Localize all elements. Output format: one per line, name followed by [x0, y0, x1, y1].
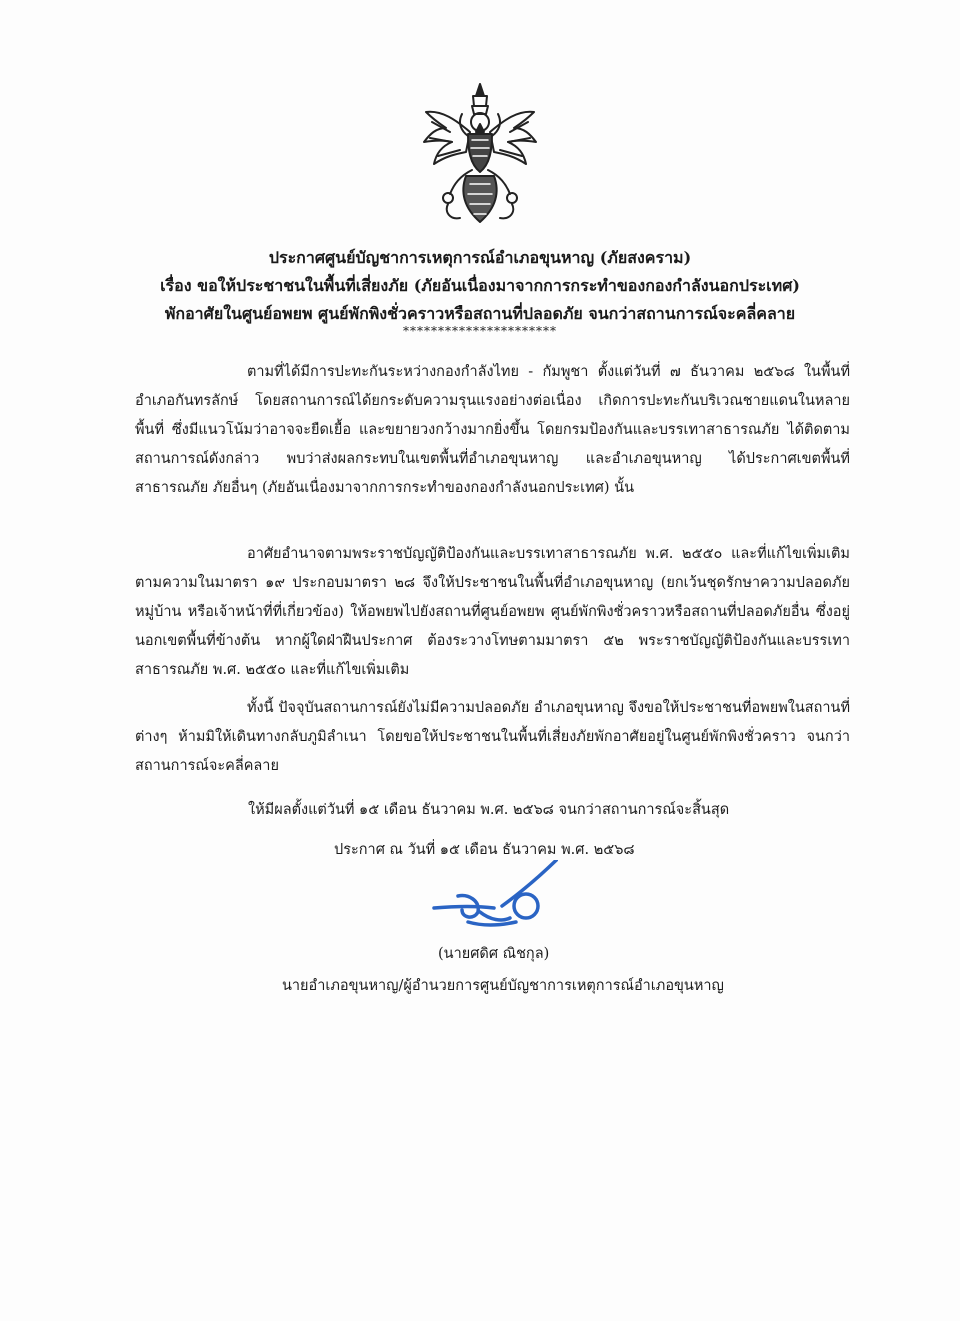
garuda-emblem — [420, 80, 540, 230]
body-paragraph-1: ตามที่ได้มีการปะทะกันระหว่างกองกำลังไทย - กัมพูชา ตั้งแต่วันที่ ๗ ธันวาคม ๒๕๖๘ ในพื้นที่อำเภอกันทรลักษ์ โดยสถานการณ์ได้ยกระดับความรุนแรงอย่างต่อเนื่อง เกิดการปะทะกันบริเวณชายแดนในหลายพื้นที่ ซึ่งมีแนวโน้มว่าอาจจะยืดเยื้อ และขยายวงกว้างมากยิ่งขึ้น โดยกรมป้องกันและบรรเทาสาธารณภัย ได้ติดตามสถานการณ์ดังกล่าว พบว่าส่งผลกระทบในเขตพื้นที่อำเภอขุนหาญ และอำเภอขุนหาญ ได้ประกาศเขตพื้นที่สาธารณภัย ภัยอื่นๆ (ภัยอันเนื่องมาจากการกระทำของกองกำลังนอกประเทศ) นั้น — [135, 364, 850, 496]
body-paragraph-2: อาศัยอำนาจตามพระราชบัญญัติป้องกันและบรรเทาสาธารณภัย พ.ศ. ๒๕๕๐ และที่แก้ไขเพิ่มเติม ตามความในมาตรา ๑๙ ประกอบมาตรา ๒๘ จึงให้ประชาชนในพื้นที่อำเภอขุนหาญ (ยกเว้นชุดรักษาความปลอดภัยหมู่บ้าน หรือเจ้าหน้าที่ที่เกี่ยวข้อง) ให้อพยพไปยังสถานที่ศูนย์อพยพ ศูนย์พักพิงชั่วคราวหรือสถานที่ปลอดภัยอื่น ซึ่งอยู่นอกเขตพื้นที่ข้างต้น หากผู้ใดฝ่าฝืนประกาศ ต้องระวางโทษตามมาตรา ๕๒ พระราชบัญญัติป้องกันและบรรเทาสาธารณภัย พ.ศ. ๒๕๕๐ และที่แก้ไขเพิ่มเติม — [135, 546, 850, 678]
effective-date-line: ให้มีผลตั้งแต่วันที่ ๑๕ เดือน ธันวาคม พ.ศ. ๒๕๖๘ จนกว่าสถานการณ์จะสิ้นสุด — [248, 802, 730, 818]
body-paragraph-3: ทั้งนี้ ปัจจุบันสถานการณ์ยังไม่มีความปลอดภัย อำเภอขุนหาญ จึงขอให้ประชาชนที่อพยพในสถานที่ต่างๆ ห้ามมิให้เดินทางกลับภูมิลำเนา โดยขอให้ประชาชนในพื้นที่เสี่ยงภัยพักอาศัยอยู่ในศูนย์พักพิงชั่วคราว จนกว่าสถานการณ์จะคลี่คลาย — [135, 700, 850, 774]
header-separator: ********************** — [403, 324, 557, 338]
announcement-subject: เรื่อง ขอให้ประชาชนในพื้นที่เสี่ยงภัย (ภัยอันเนื่องมาจากการกระทำของกองกำลังนอกประเทศ) — [160, 276, 800, 295]
signatory-name: (นายศดิศ ณิชกุล) — [438, 946, 550, 962]
announcement-date-line: ประกาศ ณ วันที่ ๑๕ เดือน ธันวาคม พ.ศ. ๒๕๖๘ — [334, 842, 635, 858]
signatory-title: นายอำเภอขุนหาญ/ผู้อำนวยการศูนย์บัญชาการเหตุการณ์อำเภอขุนหาญ — [282, 978, 724, 994]
handwritten-signature — [428, 860, 558, 940]
announcement-title: ประกาศศูนย์บัญชาการเหตุการณ์อำเภอขุนหาญ (ภัยสงคราม) — [268, 248, 692, 267]
announcement-subject-continued: พักอาศัยในศูนย์อพยพ ศูนย์พักพิงชั่วคราวหรือสถานที่ปลอดภัย จนกว่าสถานการณ์จะคลี่คลาย — [164, 304, 796, 323]
